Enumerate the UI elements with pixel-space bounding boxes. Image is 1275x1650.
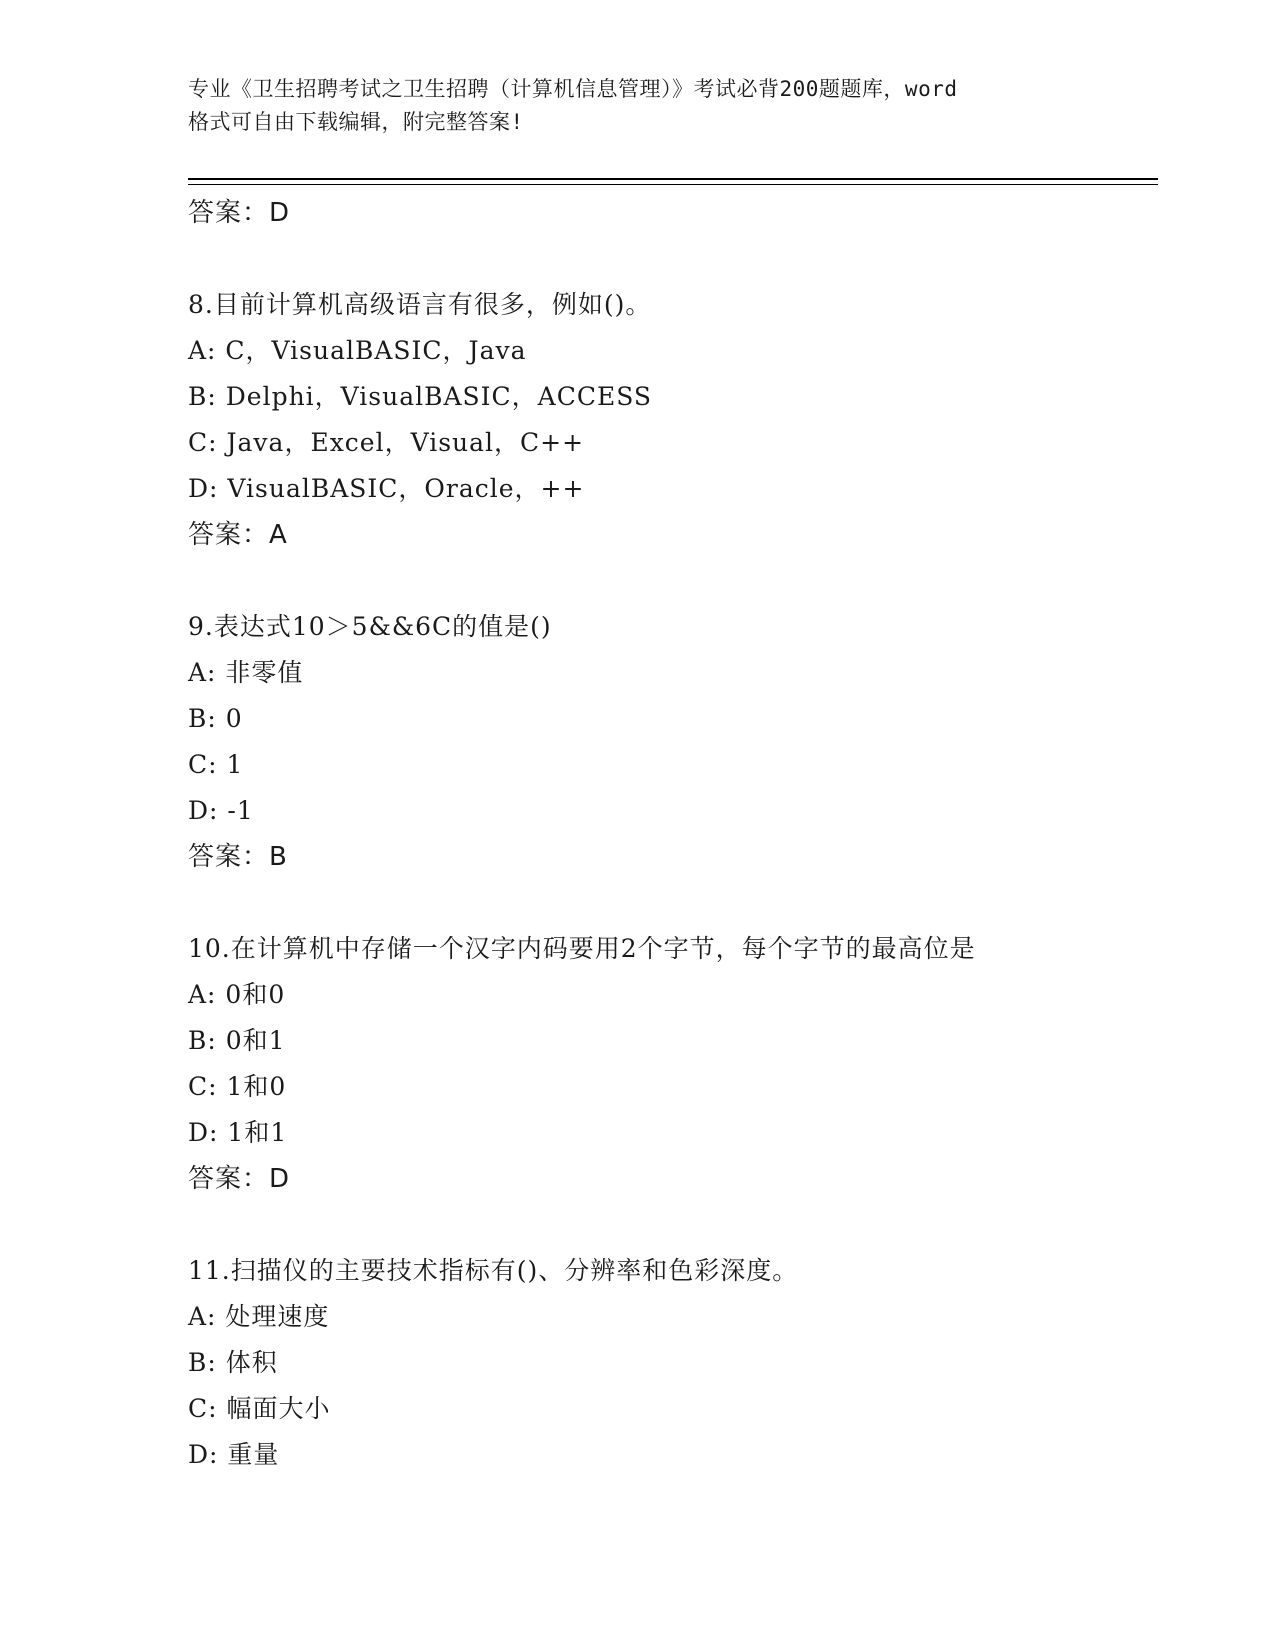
previous-answer: 答案：D	[188, 198, 291, 228]
option-c: C: 1	[188, 750, 244, 779]
question-stem: 11.扫描仪的主要技术指标有()、分辨率和色彩深度。	[188, 1256, 799, 1285]
header-line-2: 格式可自由下载编辑，附完整答案!	[188, 110, 524, 134]
spacer	[188, 880, 1158, 926]
option-a: A: 非零值	[188, 658, 304, 687]
question-stem: 8.目前计算机高级语言有很多，例如()。	[188, 290, 652, 319]
header-line-1: 专业《卫生招聘考试之卫生招聘（计算机信息管理）》考试必背200题题库，word	[188, 77, 958, 101]
document-header	[188, 73, 1088, 139]
option-c: C: Java，Excel，Visual，C++	[188, 428, 585, 457]
header-divider-thick	[188, 178, 1158, 180]
document-body	[188, 190, 1158, 1478]
question-stem: 10.在计算机中存储一个汉字内码要用2个字节，每个字节的最高位是	[188, 934, 976, 963]
option-c: C: 1和0	[188, 1072, 287, 1101]
question-8	[188, 282, 1158, 558]
option-b: B: 体积	[188, 1348, 278, 1377]
question-stem: 9.表达式10＞5&&6C的值是()	[188, 612, 552, 641]
spacer	[188, 236, 1158, 282]
header-divider-thin	[188, 184, 1158, 185]
question-11	[188, 1248, 1158, 1478]
answer: 答案：B	[188, 842, 288, 872]
option-d: D: VisualBASIC，Oracle，++	[188, 474, 585, 503]
option-a: A: 0和0	[188, 980, 286, 1009]
option-d: D: -1	[188, 796, 254, 825]
option-c: C: 幅面大小	[188, 1394, 331, 1423]
option-d: D: 1和1	[188, 1118, 288, 1147]
question-9	[188, 604, 1158, 880]
spacer	[188, 558, 1158, 604]
option-b: B: Delphi，VisualBASIC，ACCESS	[188, 382, 653, 411]
option-b: B: 0和1	[188, 1026, 286, 1055]
option-d: D: 重量	[188, 1440, 280, 1469]
answer: 答案：D	[188, 1164, 291, 1194]
spacer	[188, 1202, 1158, 1248]
option-a: A: 处理速度	[188, 1302, 330, 1331]
question-10	[188, 926, 1158, 1202]
option-b: B: 0	[188, 704, 243, 733]
answer: 答案：A	[188, 520, 288, 550]
option-a: A: C，VisualBASIC，Java	[188, 336, 527, 365]
